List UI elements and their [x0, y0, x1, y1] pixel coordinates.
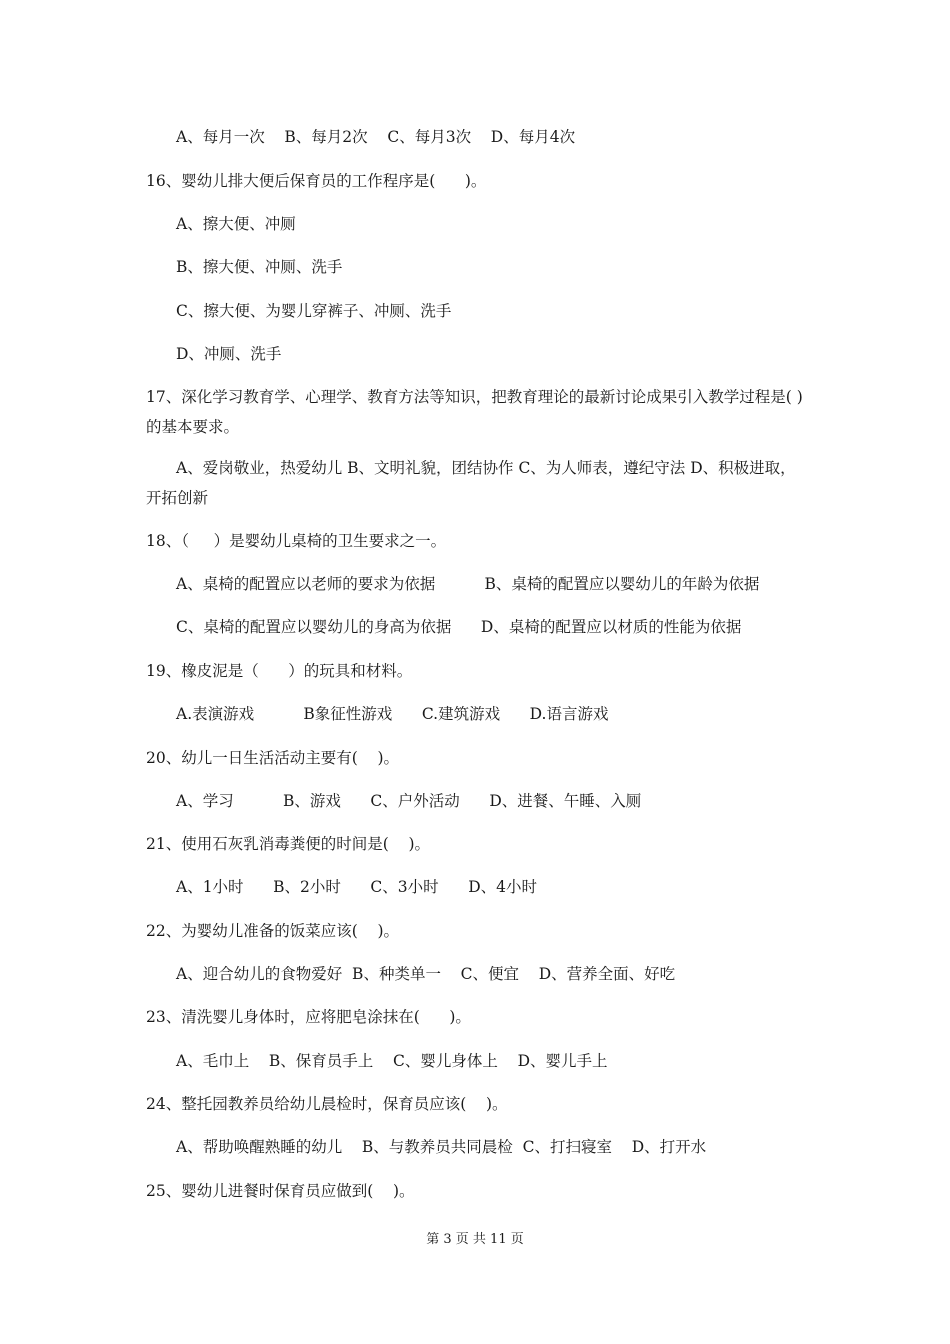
q18-options-ab: A、桌椅的配置应以老师的要求为依据 B、桌椅的配置应以婴幼儿的年龄为依据 [176, 575, 760, 593]
q22-options: A、迎合幼儿的食物爱好 B、种类单一 C、便宜 D、营养全面、好吃 [176, 965, 676, 983]
question-20: 20、幼儿一日生活活动主要有( )。 [146, 749, 400, 767]
question-21: 21、使用石灰乳消毒粪便的时间是( )。 [146, 835, 431, 853]
q19-options: A.表演游戏 B象征性游戏 C.建筑游戏 D.语言游戏 [176, 705, 609, 723]
question-16: 16、婴幼儿排大便后保育员的工作程序是( )。 [146, 172, 487, 190]
page-footer: 第 3 页 共 11 页 [426, 1232, 524, 1247]
q17-options: A、爱岗敬业，热爱幼儿 B、文明礼貌，团结协作 C、为人师表，遵纪守法 D、积极进取，开拓创新 [146, 459, 796, 507]
question-24: 24、整托园教养员给幼儿晨检时，保育员应该( )。 [146, 1095, 508, 1113]
question-22: 22、为婴幼儿准备的饭菜应该( )。 [146, 922, 400, 940]
question-25: 25、婴幼儿进餐时保育员应做到( )。 [146, 1182, 415, 1200]
q23-options: A、毛巾上 B、保育员手上 C、婴儿身体上 D、婴儿手上 [176, 1052, 608, 1070]
question-17: 17、深化学习教育学、心理学、教育方法等知识，把教育理论的最新讨论成果引入教学过程是( )的基本要求。 [146, 388, 803, 436]
q20-options: A、学习 B、游戏 C、户外活动 D、进餐、午睡、入厕 [176, 792, 642, 810]
q15-options: A、每月一次 B、每月2次 C、每月3次 D、每月4次 [176, 128, 576, 146]
q16-option-d: D、冲厕、洗手 [176, 345, 282, 363]
q18-options-cd: C、桌椅的配置应以婴幼儿的身高为依据 D、桌椅的配置应以材质的性能为依据 [176, 618, 742, 636]
q21-options: A、1小时 B、2小时 C、3小时 D、4小时 [176, 878, 538, 896]
q16-option-b: B、擦大便、冲厕、洗手 [176, 258, 343, 276]
q16-option-a: A、擦大便、冲厕 [176, 215, 296, 233]
question-23: 23、清洗婴儿身体时，应将肥皂涂抹在( )。 [146, 1008, 471, 1026]
question-19: 19、橡皮泥是（ ）的玩具和材料。 [146, 662, 413, 680]
q24-options: A、帮助唤醒熟睡的幼儿 B、与教养员共同晨检 C、打扫寝室 D、打开水 [176, 1138, 707, 1156]
question-18: 18、（ ）是婴幼儿桌椅的卫生要求之一。 [146, 532, 447, 550]
q16-option-c: C、擦大便、为婴儿穿裤子、冲厕、洗手 [176, 302, 452, 320]
